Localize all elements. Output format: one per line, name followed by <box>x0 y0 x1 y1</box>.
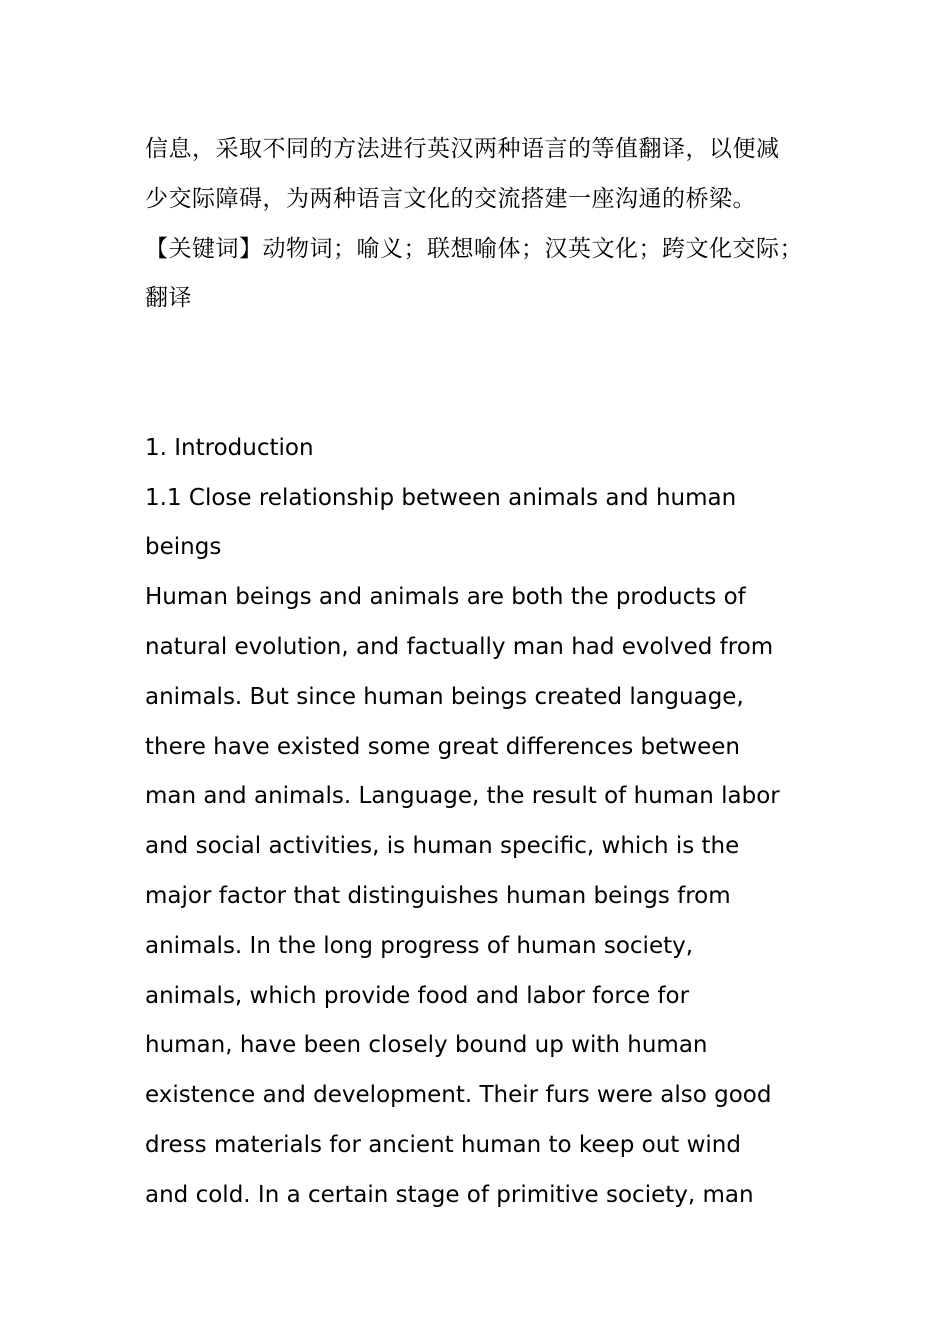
body-line: human, have been closely bound up with human <box>145 1032 708 1059</box>
abstract-line: 信息，采取不同的方法进行英汉两种语言的等值翻译，以便减 <box>145 136 780 162</box>
body-line: animals. In the long progress of human society, <box>145 932 694 959</box>
page-content <box>145 125 810 1221</box>
keywords-line: 翻译 <box>145 285 192 312</box>
abstract-tail <box>145 125 810 225</box>
body-line: man and animals. Language, the result of human labor <box>145 783 780 810</box>
body-line: animals, which provide food and labor force for <box>145 982 690 1009</box>
blank-gap <box>145 324 810 424</box>
body-line: and social activities, is human specific, which is the <box>145 833 740 860</box>
body-paragraph <box>145 573 810 1220</box>
keywords <box>145 225 810 325</box>
body-line: animals. But since human beings created language, <box>145 683 744 710</box>
body-line: dress materials for ancient human to keep out wind <box>145 1131 741 1158</box>
body-line: and cold. In a certain stage of primitive society, man <box>145 1181 754 1208</box>
body-line: natural evolution, and factually man had evolved from <box>145 633 774 660</box>
abstract-line: 少交际障碍，为两种语言文化的交流搭建一座沟通的桥梁。 <box>145 185 756 212</box>
subsection-heading <box>145 474 810 574</box>
keywords-line: 【关键词】动物词；喻义；联想喻体；汉英文化；跨文化交际； <box>145 235 803 262</box>
subsection-1-1-title-line: 1.1 Close relationship between animals and human <box>145 484 737 511</box>
subsection-1-1-title-line: beings <box>145 534 222 561</box>
body-line: major factor that distinguishes human beings from <box>145 882 731 909</box>
body-line: existence and development. Their furs were also good <box>145 1082 772 1109</box>
body-line: Human beings and animals are both the products of <box>145 584 746 611</box>
section-heading <box>145 424 810 474</box>
section-1-title: 1. Introduction <box>145 434 314 461</box>
body-line: there have existed some great differences between <box>145 733 740 760</box>
